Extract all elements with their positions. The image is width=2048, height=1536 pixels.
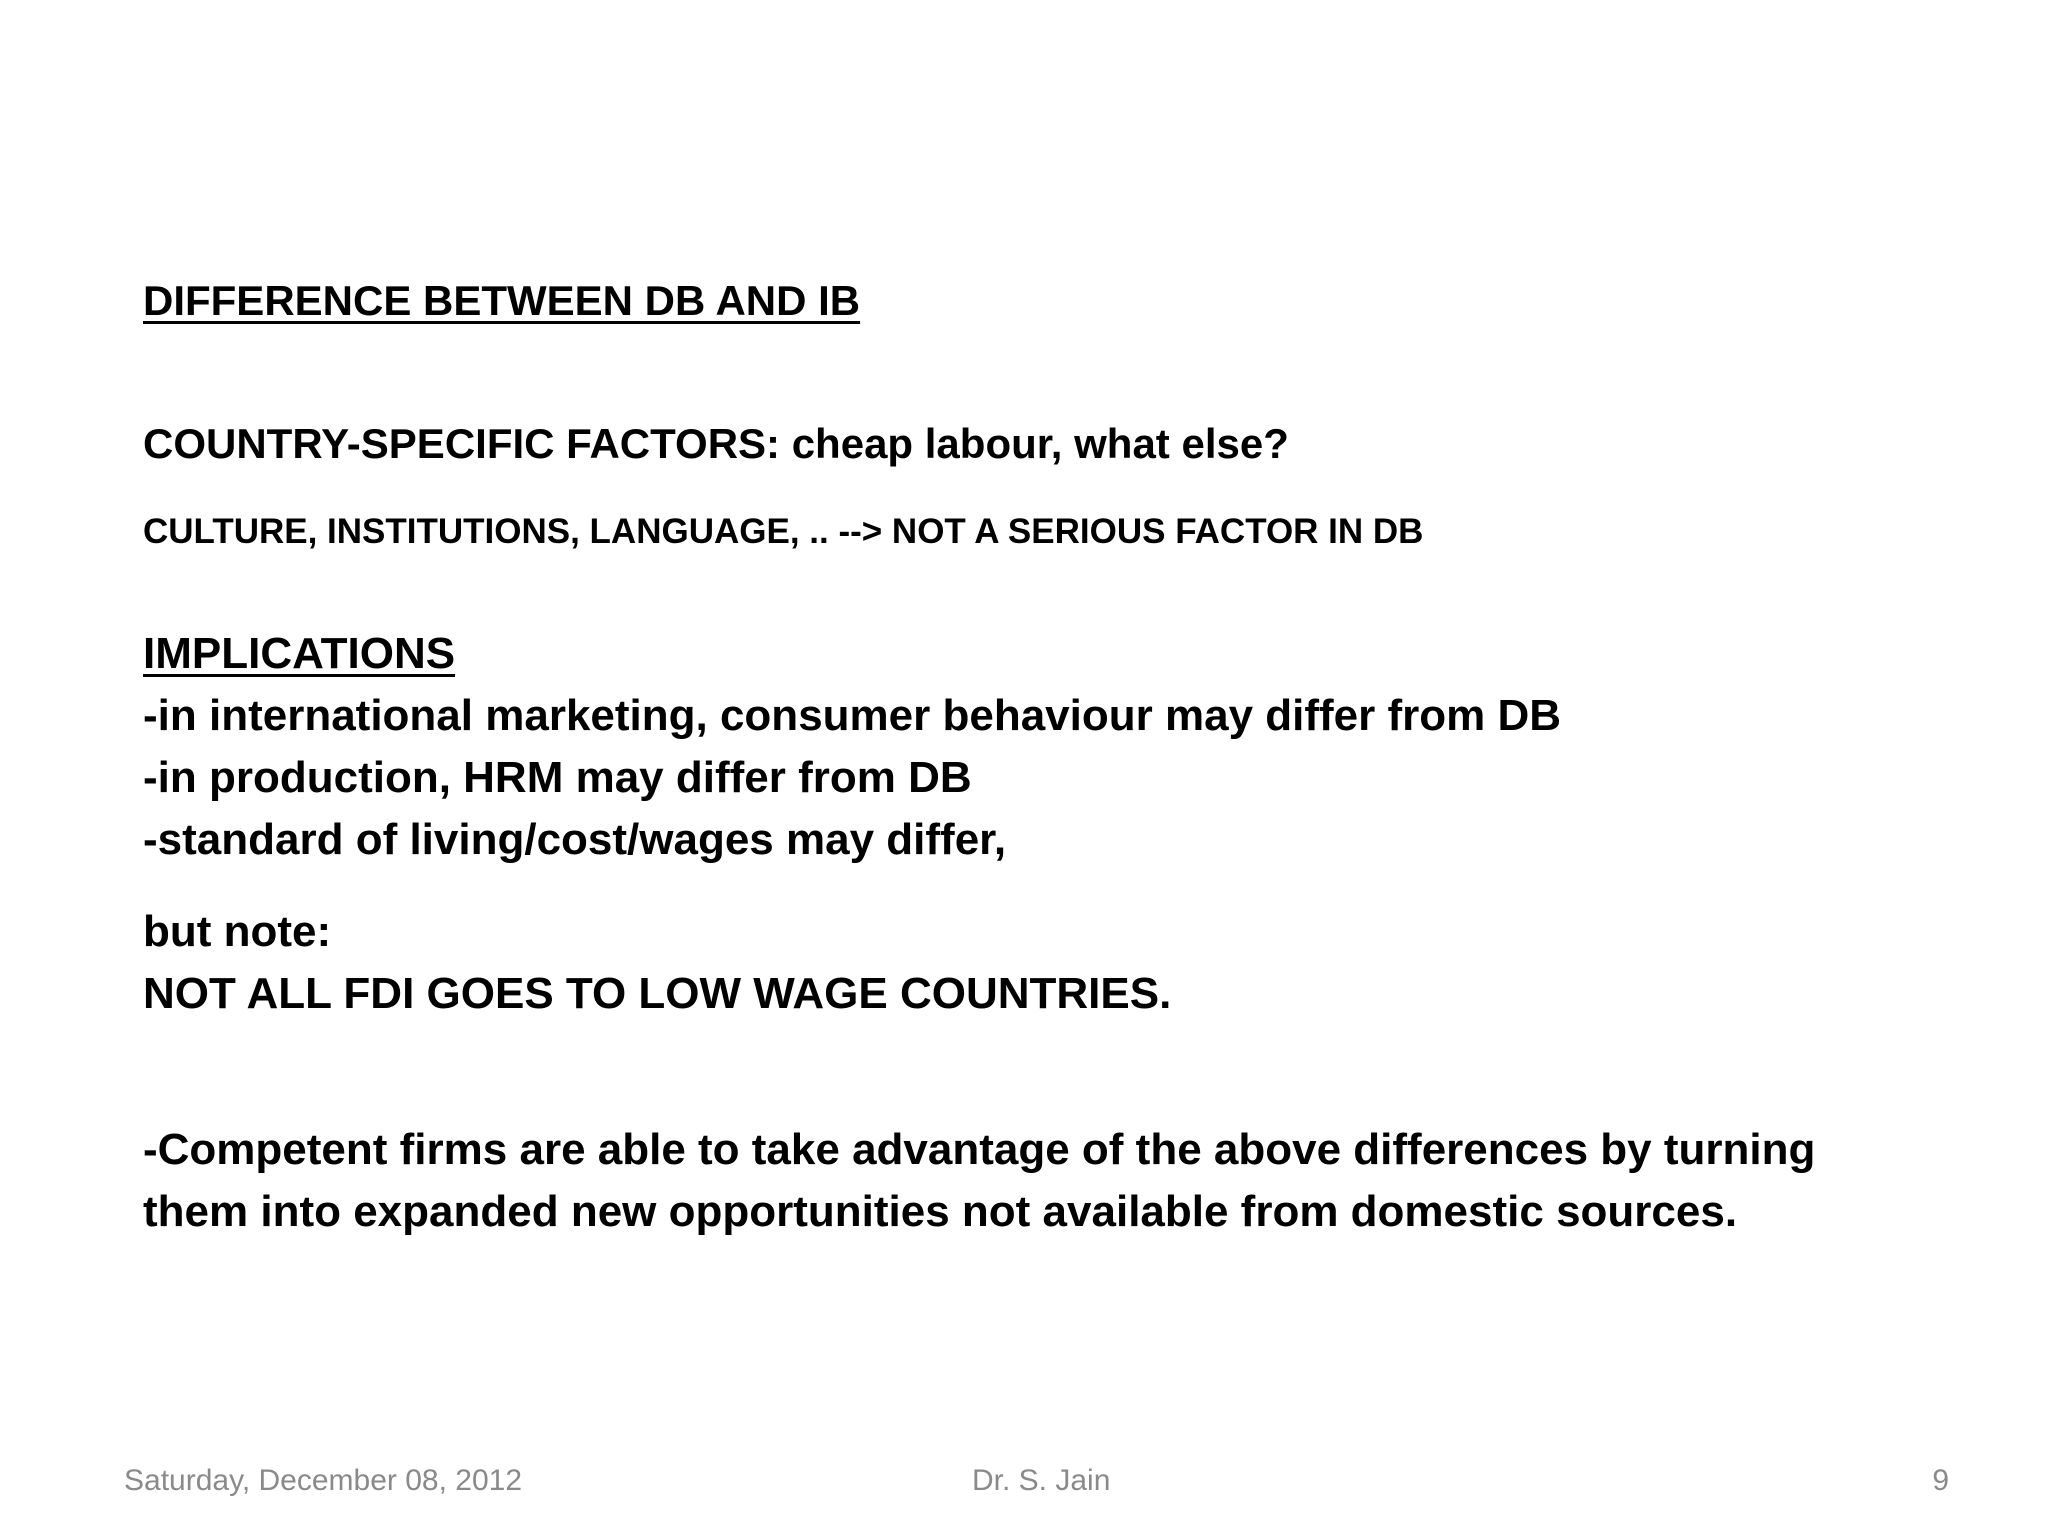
implication-item: -standard of living/cost/wages may differ, bbox=[143, 815, 1007, 864]
slide-number: 9 bbox=[1932, 1464, 1949, 1497]
culture-line: CULTURE, INSTITUTIONS, LANGUAGE, .. --> NOT A SERIOUS FACTOR IN DB bbox=[143, 512, 1424, 551]
note-intro: but note: bbox=[143, 907, 332, 956]
implication-item: -in production, HRM may differ from DB bbox=[143, 753, 972, 802]
competent-line: -Competent firms are able to take advantage of the above differences by turning bbox=[143, 1125, 1816, 1174]
implication-item: -in international marketing, consumer behaviour may differ from DB bbox=[143, 691, 1562, 740]
footer-author: Dr. S. Jain bbox=[972, 1464, 1111, 1497]
implications-heading: IMPLICATIONS bbox=[143, 629, 456, 678]
footer-date: Saturday, December 08, 2012 bbox=[124, 1464, 523, 1497]
competent-line: them into expanded new opportunities not available from domestic sources. bbox=[143, 1187, 1738, 1236]
note-text: NOT ALL FDI GOES TO LOW WAGE COUNTRIES. bbox=[143, 969, 1172, 1018]
slide-heading: DIFFERENCE BETWEEN DB AND IB bbox=[143, 277, 861, 324]
country-factors-line: COUNTRY-SPECIFIC FACTORS: cheap labour, what else? bbox=[143, 420, 1289, 467]
